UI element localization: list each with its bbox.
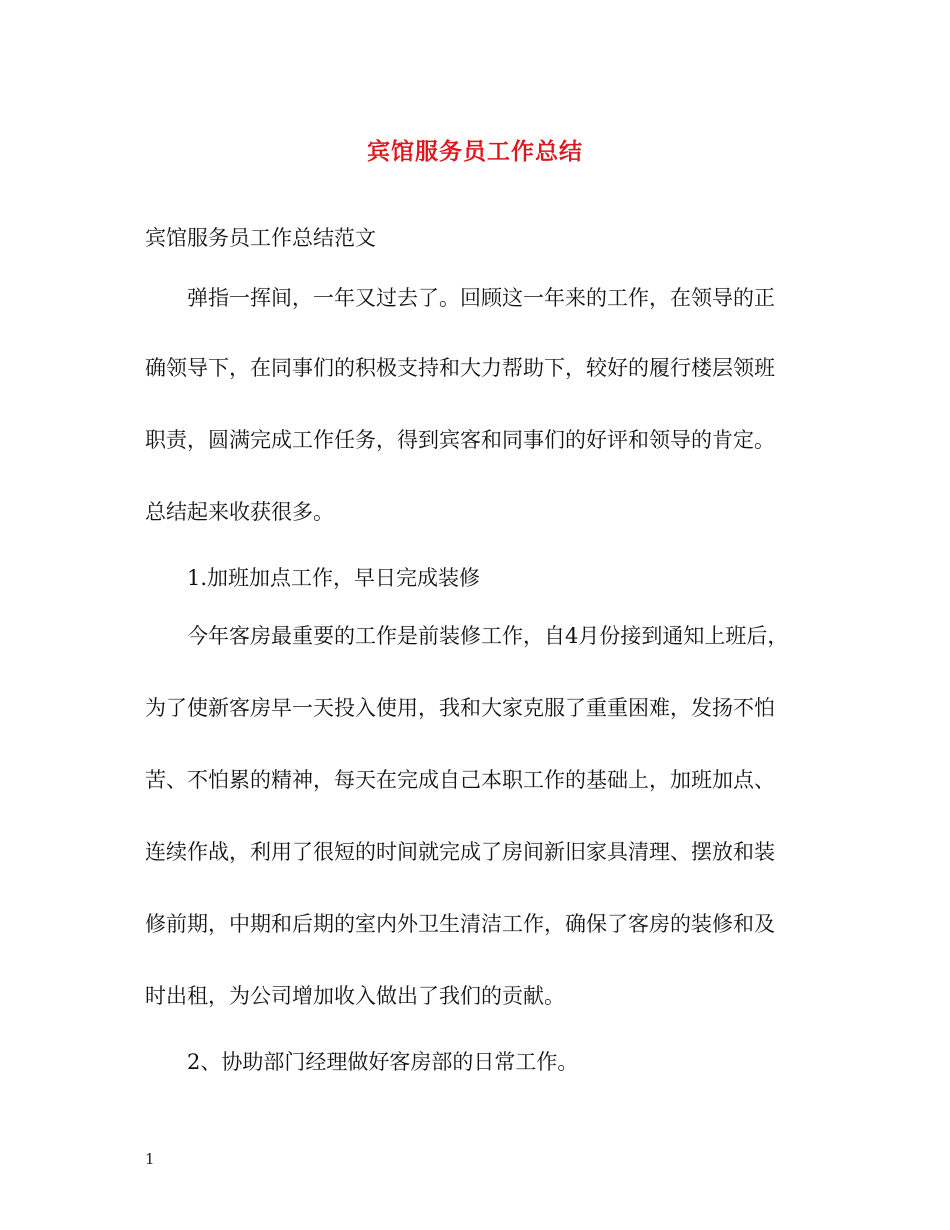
paragraph-line: 修前期，中期和后期的室内外卫生清洁工作，确保了客房的装修和及 bbox=[145, 912, 775, 936]
page-number: 1 bbox=[145, 1150, 155, 1168]
section-heading: 1.加班加点工作，早日完成装修 bbox=[187, 566, 481, 590]
paragraph-line: 今年客房最重要的工作是前装修工作，自4月份接到通知上班后， bbox=[187, 624, 789, 648]
document-subtitle: 宾馆服务员工作总结范文 bbox=[145, 226, 376, 250]
paragraph-line: 确领导下，在同事们的积极支持和大力帮助下，较好的履行楼层领班 bbox=[145, 356, 775, 380]
paragraph-line: 苦、不怕累的精神，每天在完成自己本职工作的基础上，加班加点、 bbox=[145, 768, 775, 792]
paragraph-line: 为了使新客房早一天投入使用，我和大家克服了重重困难，发扬不怕 bbox=[145, 696, 775, 720]
paragraph-line: 连续作战，利用了很短的时间就完成了房间新旧家具清理、摆放和装 bbox=[145, 840, 775, 864]
section-heading: 2、协助部门经理做好客房部的日常工作。 bbox=[187, 1050, 579, 1074]
document-title: 宾馆服务员工作总结 bbox=[367, 138, 583, 165]
paragraph-line: 总结起来收获很多。 bbox=[145, 500, 334, 524]
paragraph-line: 时出租，为公司增加收入做出了我们的贡献。 bbox=[145, 984, 565, 1008]
paragraph-line: 弹指一挥间，一年又过去了。回顾这一年来的工作，在领导的正 bbox=[187, 286, 775, 310]
paragraph-line: 职责，圆满完成工作任务，得到宾客和同事们的好评和领导的肯定。 bbox=[145, 428, 775, 452]
